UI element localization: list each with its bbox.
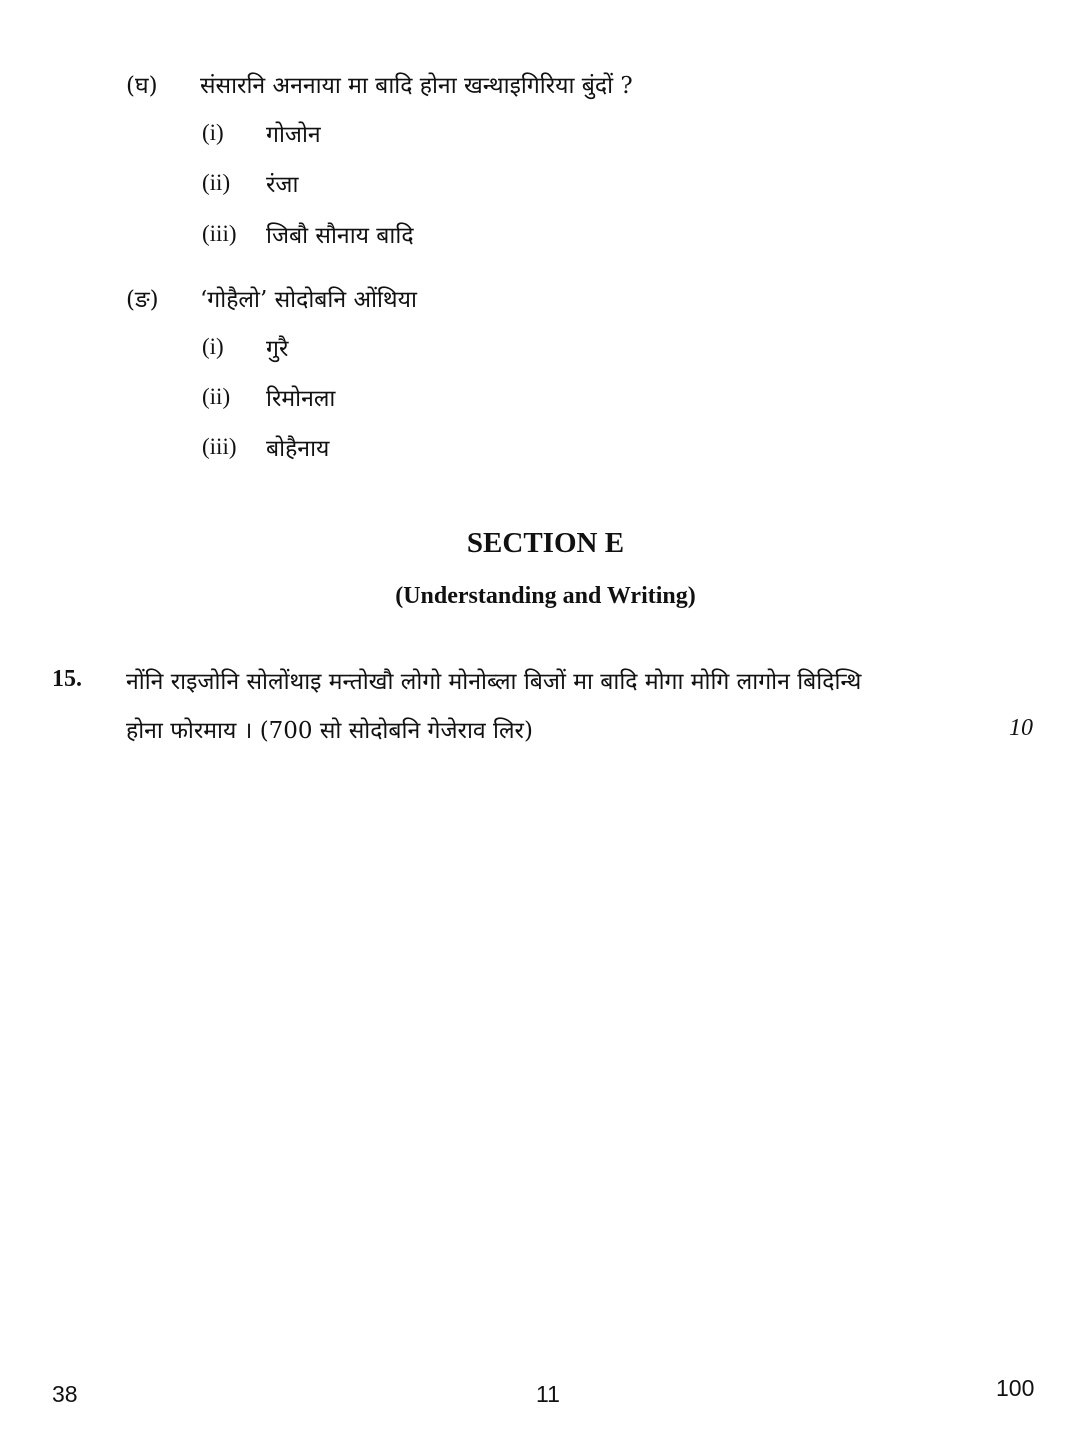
option-text: रिमोनला [266, 386, 336, 412]
question-text-line-1: नोंनि राइजोनि सोलोंथाइ मन्तोखौ लोगो मोनोब्ला बिजों मा बादि मोगा मोगि लागोन बिदिन्थि [126, 669, 862, 695]
option-number: (i) [202, 334, 224, 359]
option-number: (iii) [202, 221, 237, 246]
section-title: SECTION E [466, 527, 625, 559]
option-number: (iii) [202, 434, 237, 459]
paper-code: 38 [52, 1381, 78, 1407]
question-marker-gha: (घ) [126, 73, 158, 99]
option-number: (ii) [202, 384, 231, 409]
option-text: बोहैनाय [266, 436, 330, 462]
option-text: जिबौ सौनाय बादि [266, 223, 414, 249]
question-marker-nga: (ङ) [126, 287, 159, 313]
question-number: 15. [52, 666, 82, 692]
question-text-gha: संसारनि अननाया मा बादि होना खन्थाइगिरिया बुंदों ? [200, 73, 633, 99]
question-text-line-2: होना फोरमाय । (700 सो सोदोबनि गेजेराव लिर) [126, 718, 533, 744]
question-text-nga: ‘गोहैलो’ सोदोबनि ओंथिया [200, 287, 417, 313]
option-number: (ii) [202, 170, 231, 195]
option-number: (i) [202, 120, 224, 145]
section-subtitle: (Understanding and Writing) [395, 583, 696, 609]
option-text: गुरै [266, 336, 289, 362]
option-text: रंजा [266, 172, 299, 198]
option-text: गोजोन [266, 122, 321, 148]
marks-value: 10 [1009, 715, 1033, 741]
page-number: 11 [536, 1381, 560, 1407]
total-marks: 100 [996, 1375, 1035, 1401]
